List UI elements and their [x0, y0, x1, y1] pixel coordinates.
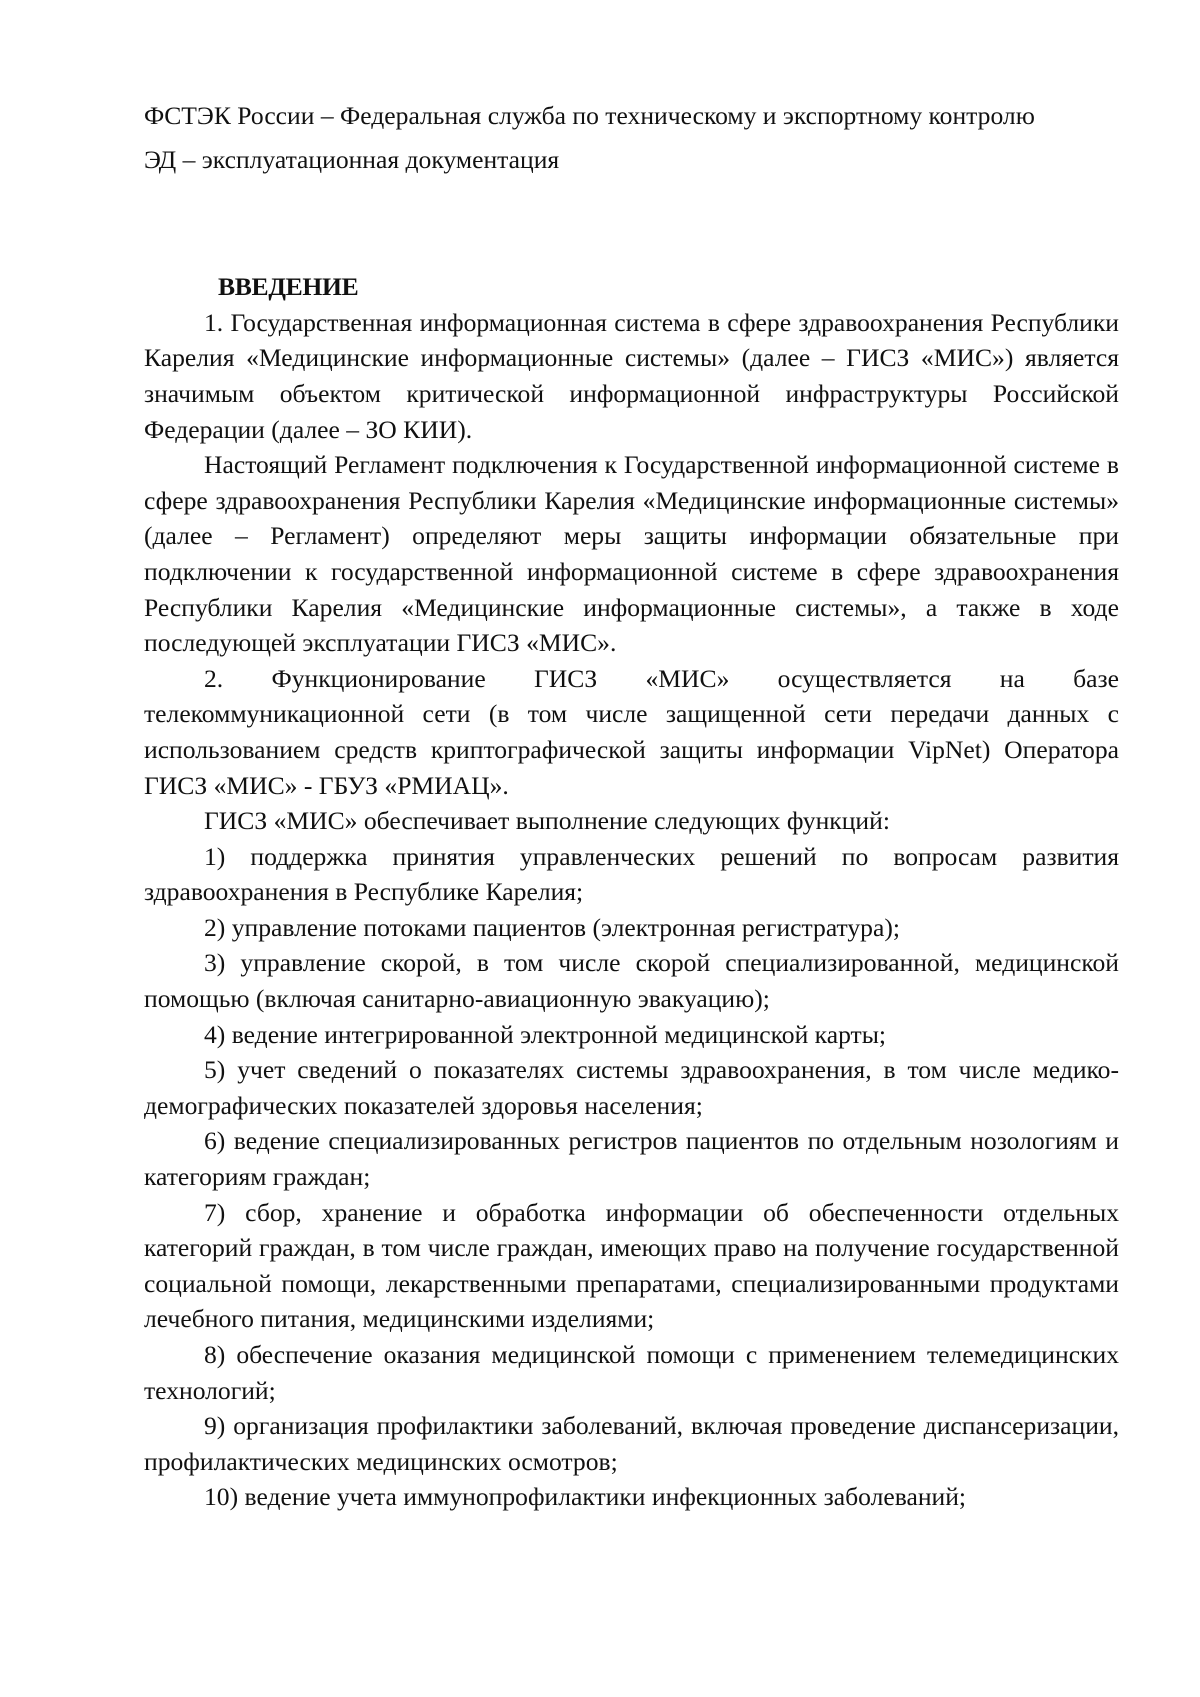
section-heading: ВВЕДЕНИЕ	[218, 272, 359, 302]
abbreviation-ed: ЭД – эксплуатационная документация	[144, 144, 560, 174]
document-body	[144, 98, 1119, 1515]
list-item: 10) ведение учета иммунопрофилактики инфекционных заболеваний;	[204, 1482, 967, 1512]
list-item: 1) поддержка принятия управленческих решений по вопросам развития здравоохранения в Республике Карелия;	[144, 841, 1119, 907]
list-item: 7) сбор, хранение и обработка информации об обеспеченности отдельных категорий граждан, в том числе граждан, имеющих право на получение государственной социальной помощи, лекарственными препаратами, специализированными продуктами лечебного питания, медицинскими изделиями;	[144, 1197, 1119, 1334]
paragraph-2: 2. Функционирование ГИСЗ «МИС» осуществляется на базе телекоммуникационной сети (в том числе защищенной сети передачи данных с использованием средств криптографической защиты информации VipNet) Оператора ГИСЗ «МИС» - ГБУЗ «РМИАЦ».	[144, 663, 1119, 800]
list-item: 3) управление скорой, в том числе скорой специализированной, медицинской помощью (включая санитарно-авиационную эвакуацию);	[144, 948, 1119, 1014]
list-item: 2) управление потоками пациентов (электронная регистратура);	[204, 912, 900, 942]
list-item: 6) ведение специализированных регистров пациентов по отдельным нозологиям и категориям граждан;	[144, 1126, 1119, 1192]
paragraph-regulation: Настоящий Регламент подключения к Государственной информационной системе в сфере здравоохранения Республики Карелия «Медицинские информационные системы» (далее – Регламент) определяют меры защиты информации обязательные при подключении к государственной информационной системе в сфере здравоохранения Республики Карелия «Медицинские информационные системы», а также в ходе последующей эксплуатации ГИСЗ «МИС».	[144, 450, 1119, 658]
list-item: 9) организация профилактики заболеваний, включая проведение диспансеризации, профилактических медицинских осмотров;	[144, 1411, 1119, 1476]
paragraph-1: 1. Государственная информационная система в сфере здравоохранения Республики Карелия «Медицинские информационные системы» (далее – ГИСЗ «МИС») является значимым объектом критической информационной инфраструктуры Российской Федерации (далее – ЗО КИИ).	[144, 307, 1119, 444]
abbreviation-fstek: ФСТЭК России – Федеральная служба по техническому и экспортному контролю	[144, 101, 1035, 130]
list-item: 4) ведение интегрированной электронной медицинской карты;	[204, 1019, 887, 1049]
list-item: 8) обеспечение оказания медицинской помощи с применением телемедицинских технологий;	[144, 1340, 1119, 1405]
paragraph-functions-intro: ГИСЗ «МИС» обеспечивает выполнение следующих функций:	[204, 806, 890, 836]
list-item: 5) учет сведений о показателях системы здравоохранения, в том числе медико-демографических показателей здоровья населения;	[144, 1055, 1119, 1120]
